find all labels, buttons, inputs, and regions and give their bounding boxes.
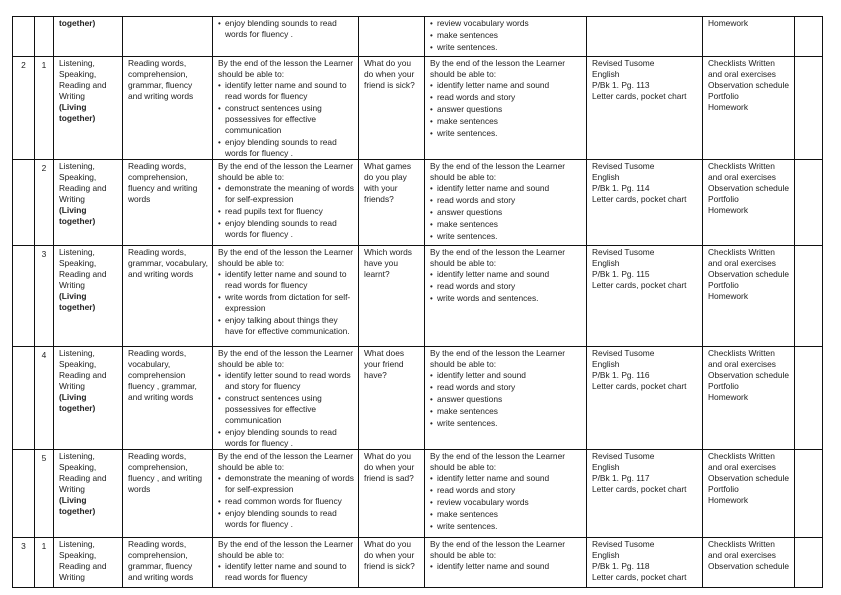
assessment-cell: [703, 17, 795, 57]
resource-line: P/Bk 1. Pg. 118: [592, 561, 650, 571]
bullet-item: • write sentences.: [430, 42, 582, 53]
strand-text: Listening, Speaking, Reading and Writing: [59, 348, 107, 391]
bullet-item: • construct sentences using possessives for effective communication: [218, 103, 354, 136]
resource-line: P/Bk 1. Pg. 115: [592, 269, 650, 279]
learning-outcomes-cell: [213, 57, 359, 160]
resource-line: English: [592, 550, 620, 560]
learning-outcomes-cell: [213, 538, 359, 588]
bullet-item: • make sentences: [430, 116, 582, 127]
sub-strand-cell: [123, 538, 213, 588]
resources-cell: [587, 160, 703, 246]
resource-line: Revised Tusome: [592, 451, 655, 461]
bullet-item: • write sentences.: [430, 521, 582, 532]
strand-theme: (Living together): [59, 205, 96, 226]
assessment-cell: [703, 57, 795, 160]
strand-theme: (Living together): [59, 495, 96, 516]
resource-line: Revised Tusome: [592, 348, 655, 358]
bullet-list: [218, 80, 354, 159]
bullet-item: • answer questions: [430, 104, 582, 115]
bullet-list: [430, 269, 582, 304]
resource-line: English: [592, 258, 620, 268]
assessment-cell: [703, 538, 795, 588]
resource-line: Revised Tusome: [592, 161, 655, 171]
sub-strand-cell: [123, 17, 213, 57]
assessment-line: Observation schedule: [708, 370, 790, 380]
bullet-item: • read words and story: [430, 281, 582, 292]
assessment-cell: [703, 246, 795, 347]
strand-theme: (Living together): [59, 102, 96, 123]
lesson-number: 1: [41, 60, 47, 70]
bullet-item: • read words and story: [430, 485, 582, 496]
bullet-item: • make sentences: [430, 30, 582, 41]
bullet-list: [430, 80, 582, 139]
resource-line: P/Bk 1. Pg. 113: [592, 80, 650, 90]
bullet-item: • identify letter name and sound to read words for fluency: [218, 269, 354, 291]
assessment-line: Portfolio: [708, 194, 739, 204]
week-cell: [13, 538, 35, 588]
assessment-line: Homework: [708, 495, 749, 505]
bullet-list: [218, 473, 354, 530]
experiences-intro: By the end of the lesson the Learner should be able to:: [430, 451, 566, 472]
outcomes-intro: By the end of the lesson the Learner should be able to:: [218, 247, 354, 268]
week-cell: [13, 160, 35, 246]
lesson-cell: [35, 17, 54, 57]
learning-outcomes-cell: [213, 450, 359, 538]
remarks-cell: [795, 246, 823, 347]
bullet-list: [430, 183, 582, 242]
remarks-cell: [795, 347, 823, 450]
strand-text: Listening, Speaking, Reading and Writing: [59, 451, 107, 494]
outcomes-intro: By the end of the lesson the Learner should be able to:: [218, 451, 354, 472]
resource-line: Revised Tusome: [592, 247, 655, 257]
bullet-list: [430, 561, 582, 572]
experiences-intro: By the end of the lesson the Learner should be able to:: [430, 161, 566, 182]
lesson-cell: [35, 246, 54, 347]
sub-strand-text: Reading words, vocabulary, comprehension fluency , grammar, and writing words: [128, 348, 197, 402]
sub-strand-text: Reading words, comprehension, grammar, fluency and writing words: [128, 58, 194, 101]
bullet-list: [430, 473, 582, 532]
bullet-list: [218, 370, 354, 449]
resources-cell: [587, 246, 703, 347]
assessment-line: Homework: [708, 18, 749, 28]
bullet-item: • identify letter and sound: [430, 370, 582, 381]
resource-line: Letter cards, pocket chart: [592, 194, 687, 204]
learning-outcomes-cell: [213, 17, 359, 57]
bullet-item: • write sentences.: [430, 418, 582, 429]
strand-cell: [54, 450, 123, 538]
scheme-of-work-table: [12, 16, 823, 588]
bullet-item: • identify letter name and sound: [430, 269, 582, 280]
assessment-line: Homework: [708, 102, 749, 112]
assessment-line: Checklists Written and oral exercises: [708, 161, 776, 182]
remarks-cell: [795, 57, 823, 160]
bullet-item: • make sentences: [430, 219, 582, 230]
strand-cell: [54, 538, 123, 588]
inquiry-question: Which words have you learnt?: [364, 247, 412, 279]
strand-text: Listening, Speaking, Reading and Writing: [59, 161, 107, 204]
inquiry-question-cell: [359, 538, 425, 588]
bullet-item: • read pupils text for fluency: [218, 206, 354, 217]
inquiry-question-cell: [359, 347, 425, 450]
remarks-cell: [795, 17, 823, 57]
strand-cell: [54, 246, 123, 347]
bullet-item: • identify letter name and sound: [430, 561, 582, 572]
resource-line: Letter cards, pocket chart: [592, 381, 687, 391]
bullet-item: • enjoy talking about things they have for effective communication.: [218, 315, 354, 337]
lesson-number: 4: [41, 350, 47, 360]
bullet-item: • answer questions: [430, 394, 582, 405]
learning-experiences-cell: [425, 450, 587, 538]
resource-line: English: [592, 359, 620, 369]
bullet-item: • write sentences.: [430, 231, 582, 242]
resource-line: English: [592, 172, 620, 182]
learning-experiences-cell: [425, 538, 587, 588]
bullet-item: • answer questions: [430, 207, 582, 218]
assessment-line: Portfolio: [708, 381, 739, 391]
bullet-list: [218, 269, 354, 337]
lesson-cell: [35, 160, 54, 246]
sub-strand-text: Reading words, grammar, vocabulary, and writing words: [128, 247, 208, 279]
resources-cell: [587, 17, 703, 57]
bullet-item: • enjoy blending sounds to read words for fluency .: [218, 508, 354, 530]
week-cell: [13, 246, 35, 347]
bullet-item: • review vocabulary words: [430, 18, 582, 29]
learning-outcomes-cell: [213, 160, 359, 246]
remarks-cell: [795, 450, 823, 538]
resources-cell: [587, 450, 703, 538]
bullet-list: [430, 18, 582, 53]
outcomes-intro: By the end of the lesson the Learner should be able to:: [218, 348, 354, 369]
resource-line: Letter cards, pocket chart: [592, 484, 687, 494]
learning-experiences-cell: [425, 17, 587, 57]
bullet-item: • read words and story: [430, 92, 582, 103]
sub-strand-text: Reading words, comprehension, fluency , and writing words: [128, 451, 203, 494]
sub-strand-cell: [123, 57, 213, 160]
bullet-item: • identify letter name and sound: [430, 183, 582, 194]
inquiry-question-cell: [359, 57, 425, 160]
week-number: 3: [21, 541, 26, 551]
assessment-line: Homework: [708, 291, 749, 301]
resource-line: Revised Tusome: [592, 539, 655, 549]
lesson-number: 2: [41, 163, 47, 173]
table-row: [13, 450, 823, 538]
table-row: [13, 246, 823, 347]
bullet-item: • review vocabulary words: [430, 497, 582, 508]
learning-outcomes-cell: [213, 246, 359, 347]
sub-strand-cell: [123, 160, 213, 246]
table-row: [13, 17, 823, 57]
assessment-cell: [703, 160, 795, 246]
strand-theme: together): [59, 18, 96, 28]
assessment-cell: [703, 347, 795, 450]
table-row: [13, 538, 823, 588]
bullet-item: • enjoy blending sounds to read words for fluency .: [218, 18, 354, 40]
bullet-item: • construct sentences using possessives for effective communication: [218, 393, 354, 426]
assessment-line: Checklists Written and oral exercises: [708, 58, 776, 79]
learning-experiences-cell: [425, 246, 587, 347]
strand-cell: [54, 347, 123, 450]
learning-outcomes-cell: [213, 347, 359, 450]
strand-text: Listening, Speaking, Reading and Writing: [59, 58, 107, 101]
week-number: 2: [21, 60, 26, 70]
assessment-line: Observation schedule: [708, 183, 790, 193]
table-row: [13, 57, 823, 160]
assessment-line: Portfolio: [708, 484, 739, 494]
assessment-line: Observation schedule: [708, 561, 790, 571]
resources-cell: [587, 538, 703, 588]
sub-strand-cell: [123, 450, 213, 538]
bullet-item: • identify letter name and sound to read words for fluency: [218, 80, 354, 102]
resource-line: English: [592, 462, 620, 472]
bullet-item: • make sentences: [430, 406, 582, 417]
assessment-line: Observation schedule: [708, 269, 790, 279]
sub-strand-text: Reading words, comprehension, grammar, fluency and writing words: [128, 539, 194, 582]
inquiry-question-cell: [359, 17, 425, 57]
assessment-line: Checklists Written and oral exercises: [708, 247, 776, 268]
bullet-item: • identify letter sound to read words and story for fluency: [218, 370, 354, 392]
bullet-item: • enjoy blending sounds to read words for fluency .: [218, 427, 354, 449]
resource-line: P/Bk 1. Pg. 117: [592, 473, 650, 483]
lesson-cell: [35, 57, 54, 160]
assessment-line: Checklists Written and oral exercises: [708, 539, 776, 560]
week-cell: [13, 450, 35, 538]
resource-line: Letter cards, pocket chart: [592, 280, 687, 290]
strand-theme: (Living together): [59, 291, 96, 312]
bullet-item: • write words and sentences.: [430, 293, 582, 304]
week-cell: [13, 57, 35, 160]
bullet-item: • demonstrate the meaning of words for self-expression: [218, 473, 354, 495]
strand-theme: (Living together): [59, 392, 96, 413]
experiences-intro: By the end of the lesson the Learner should be able to:: [430, 247, 566, 268]
bullet-item: • write sentences.: [430, 128, 582, 139]
sub-strand-cell: [123, 246, 213, 347]
week-cell: [13, 17, 35, 57]
outcomes-intro: By the end of the lesson the Learner should be able to:: [218, 58, 354, 79]
bullet-item: • read words and story: [430, 382, 582, 393]
bullet-item: • enjoy blending sounds to read words for fluency .: [218, 218, 354, 240]
resources-cell: [587, 347, 703, 450]
resource-line: Letter cards, pocket chart: [592, 91, 687, 101]
bullet-item: • write words from dictation for self-expression: [218, 292, 354, 314]
lesson-number: 3: [41, 249, 47, 259]
lesson-cell: [35, 538, 54, 588]
bullet-item: • read words and story: [430, 195, 582, 206]
learning-experiences-cell: [425, 347, 587, 450]
experiences-intro: By the end of the lesson the Learner should be able to:: [430, 58, 566, 79]
lesson-number: 5: [41, 453, 47, 463]
bullet-list: [218, 183, 354, 240]
bullet-item: • demonstrate the meaning of words for self-expression: [218, 183, 354, 205]
inquiry-question: What do you do when your friend is sick?: [364, 58, 415, 90]
assessment-cell: [703, 450, 795, 538]
lesson-number: 1: [41, 541, 47, 551]
bullet-item: • enjoy blending sounds to read words for fluency .: [218, 137, 354, 159]
strand-text: Listening, Speaking, Reading and Writing: [59, 539, 107, 582]
resources-cell: [587, 57, 703, 160]
resource-line: Revised Tusome: [592, 58, 655, 68]
bullet-item: • read common words for fluency: [218, 496, 354, 507]
bullet-item: • identify letter name and sound to read words for fluency: [218, 561, 354, 583]
bullet-item: • identify letter name and sound: [430, 80, 582, 91]
remarks-cell: [795, 160, 823, 246]
strand-cell: [54, 17, 123, 57]
assessment-line: Portfolio: [708, 280, 739, 290]
sub-strand-cell: [123, 347, 213, 450]
assessment-line: Observation schedule: [708, 473, 790, 483]
lesson-cell: [35, 347, 54, 450]
assessment-line: Checklists Written and oral exercises: [708, 348, 776, 369]
remarks-cell: [795, 538, 823, 588]
inquiry-question-cell: [359, 246, 425, 347]
inquiry-question: What do you do when your friend is sick?: [364, 539, 415, 571]
table-body: [13, 17, 823, 588]
table-row: [13, 160, 823, 246]
resource-line: P/Bk 1. Pg. 114: [592, 183, 650, 193]
week-cell: [13, 347, 35, 450]
sub-strand-text: Reading words, comprehension, fluency and writing words: [128, 161, 198, 204]
strand-cell: [54, 57, 123, 160]
bullet-list: [430, 370, 582, 429]
inquiry-question-cell: [359, 450, 425, 538]
lesson-cell: [35, 450, 54, 538]
resource-line: Letter cards, pocket chart: [592, 572, 687, 582]
strand-text: Listening, Speaking, Reading and Writing: [59, 247, 107, 290]
learning-experiences-cell: [425, 160, 587, 246]
outcomes-intro: By the end of the lesson the Learner should be able to:: [218, 539, 354, 560]
resource-line: P/Bk 1. Pg. 116: [592, 370, 650, 380]
assessment-line: Checklists Written and oral exercises: [708, 451, 776, 472]
experiences-intro: By the end of the lesson the Learner should be able to:: [430, 539, 566, 560]
resource-line: English: [592, 69, 620, 79]
experiences-intro: By the end of the lesson the Learner should be able to:: [430, 348, 566, 369]
strand-cell: [54, 160, 123, 246]
assessment-line: Observation schedule: [708, 80, 790, 90]
table-row: [13, 347, 823, 450]
inquiry-question: What games do you play with your friends?: [364, 161, 412, 204]
outcomes-intro: By the end of the lesson the Learner should be able to:: [218, 161, 354, 182]
bullet-item: • identify letter name and sound: [430, 473, 582, 484]
inquiry-question: What do you do when your friend is sad?: [364, 451, 415, 483]
bullet-list: [218, 561, 354, 583]
assessment-line: Portfolio: [708, 91, 739, 101]
assessment-line: Homework: [708, 392, 749, 402]
bullet-item: • make sentences: [430, 509, 582, 520]
inquiry-question: What does your friend have?: [364, 348, 405, 380]
inquiry-question-cell: [359, 160, 425, 246]
assessment-line: Homework: [708, 205, 749, 215]
learning-experiences-cell: [425, 57, 587, 160]
bullet-list: [218, 18, 354, 40]
